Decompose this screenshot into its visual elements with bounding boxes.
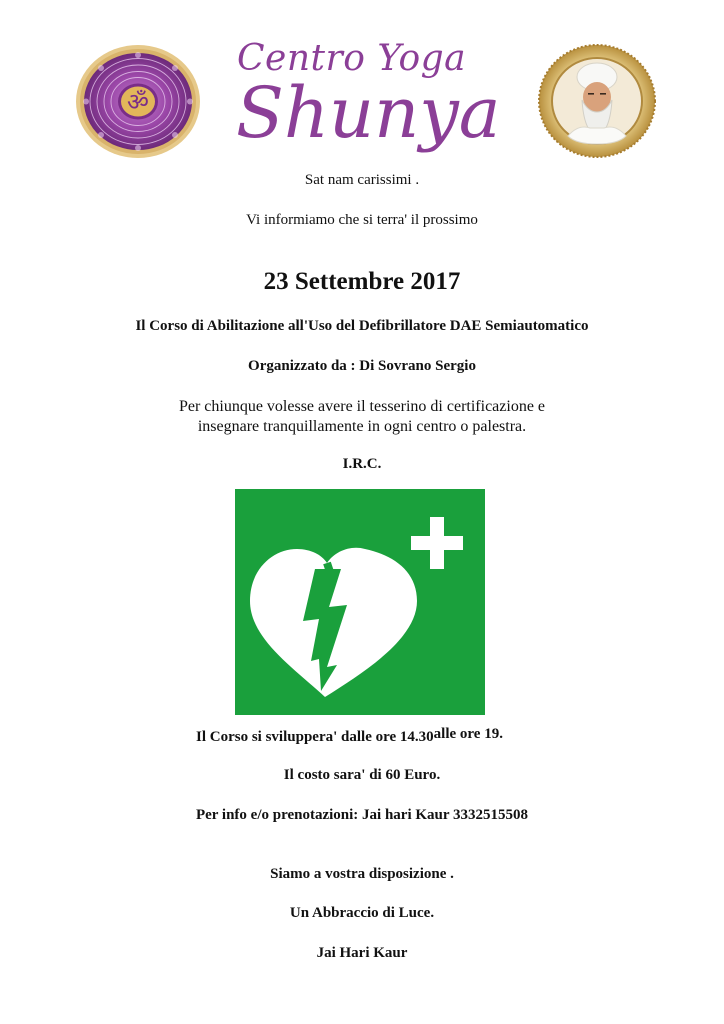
om-mandala-icon (75, 44, 201, 159)
logo-title: Centro Yoga (237, 38, 467, 79)
greeting: Sat nam carissimi . (304, 172, 420, 188)
svg-text:ॐ: ॐ (127, 88, 149, 116)
purpose-line-2: insegnare tranquillamente in ogni centro o palestra. (197, 418, 527, 435)
event-date: 23 Settembre 2017 (263, 268, 461, 295)
cost: Il costo sara' di 60 Euro. (283, 767, 441, 783)
aed-defibrillator-sign-icon (235, 489, 485, 715)
contact-info: Per info e/o prenotazioni: Jai hari Kaur 3332515508 (195, 807, 529, 823)
yogi-portrait-medallion (538, 44, 656, 158)
signature: Jai Hari Kaur (316, 945, 408, 961)
certifier: I.R.C. (342, 456, 382, 472)
schedule (196, 726, 503, 746)
intro-text: Vi informiamo che si terra' il prossimo (246, 212, 478, 228)
organizer: Organizzato da : Di Sovrano Sergio (248, 358, 476, 374)
purpose-line-1: Per chiunque volesse avere il tesserino di certificazione e (178, 398, 546, 415)
schedule-end: alle ore 19. (433, 726, 503, 742)
closing: Un Abbraccio di Luce. (289, 905, 435, 921)
logo-name: Shunya (236, 72, 501, 154)
course-title: Il Corso di Abilitazione all'Uso del Defibrillatore DAE Semiautomatico (135, 318, 589, 334)
availability: Siamo a vostra disposizione . (270, 866, 454, 882)
schedule-start: Il Corso si sviluppera' dalle ore 14.30 (196, 729, 434, 745)
